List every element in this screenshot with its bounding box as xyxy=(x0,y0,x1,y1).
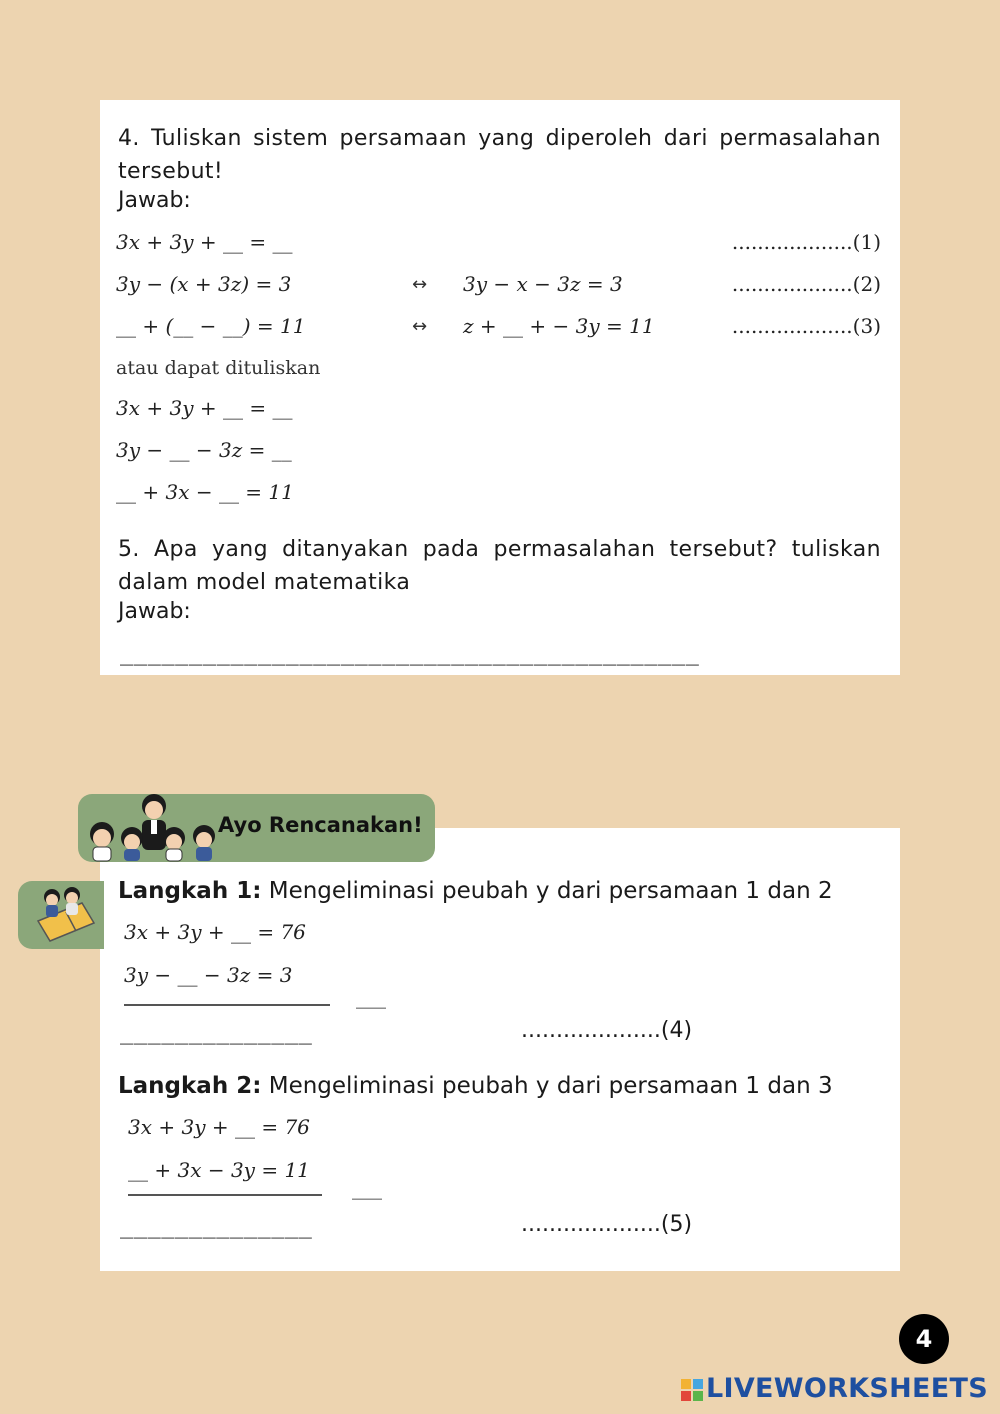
step-1-operator-blank[interactable]: ___ xyxy=(356,985,386,1009)
step-2-label: Langkah 2: xyxy=(118,1073,262,1099)
step-2-equation-2[interactable]: __ + 3x − 3y = 11 xyxy=(128,1158,310,1182)
brand-logo xyxy=(681,1373,988,1404)
equation-3-simplified: z + __ + − 3y = 11 xyxy=(463,314,655,338)
step-2-sum-line xyxy=(128,1194,322,1196)
liveworksheets-logo-icon xyxy=(681,1379,703,1401)
rewritten-equation-2[interactable]: 3y − __ − 3z = __ xyxy=(116,438,292,462)
step-1-label: Langkah 1: xyxy=(118,878,262,904)
step-1-equation-2[interactable]: 3y − __ − 3z = 3 xyxy=(124,963,293,987)
equivalence-arrow: ↔ xyxy=(412,316,428,337)
equation-2: 3y − (x + 3z) = 3 xyxy=(116,272,292,296)
step-2-heading xyxy=(118,1073,833,1099)
rewritten-equation-3[interactable]: __ + 3x − __ = 11 xyxy=(116,480,294,504)
equation-2-label: ...................(2) xyxy=(731,272,881,296)
step-1-result-label: ....................(4) xyxy=(521,1018,693,1043)
question-5-answer-input[interactable]: __________________________________________ xyxy=(120,641,700,666)
question-5-answer-label: Jawab: xyxy=(118,599,191,624)
equation-1: 3x + 3y + __ = __ xyxy=(116,230,293,254)
brand-name: LIVEWORKSHEETS xyxy=(705,1373,988,1404)
step-2-text: Mengeliminasi peubah y dari persamaan 1 dan 3 xyxy=(261,1073,833,1099)
section-badge xyxy=(78,794,435,862)
equation-2-simplified: 3y − x − 3z = 3 xyxy=(463,272,623,296)
step-2-operator-blank[interactable]: ___ xyxy=(352,1176,382,1200)
side-tab xyxy=(18,881,104,949)
planning-card xyxy=(100,828,900,1271)
page-number: 4 xyxy=(899,1314,949,1364)
equation-3: __ + (__ − __) = 11 xyxy=(116,314,306,338)
students-reading-icon xyxy=(24,881,104,949)
step-1-equation-1[interactable]: 3x + 3y + __ = 76 xyxy=(124,920,306,944)
question-4-answer-label: Jawab: xyxy=(118,188,191,213)
equation-3-label: ...................(3) xyxy=(731,314,881,338)
question-card xyxy=(100,100,900,675)
step-2-result-label: ....................(5) xyxy=(521,1212,693,1237)
step-1-sum-line xyxy=(124,1004,330,1006)
equation-1-label: ...................(1) xyxy=(731,230,881,254)
section-title: Ayo Rencanakan! xyxy=(218,813,423,837)
step-2-equation-1[interactable]: 3x + 3y + __ = 76 xyxy=(128,1115,310,1139)
step-2-result-input[interactable]: ______________ xyxy=(120,1214,313,1239)
rewrite-note: atau dapat dituliskan xyxy=(116,357,321,379)
step-1-text: Mengeliminasi peubah y dari persamaan 1 dan 2 xyxy=(261,878,833,904)
teacher-students-icon xyxy=(82,794,222,862)
rewritten-equation-1[interactable]: 3x + 3y + __ = __ xyxy=(116,396,293,420)
equivalence-arrow: ↔ xyxy=(412,274,428,295)
question-5-text: 5. Apa yang ditanyakan pada permasalahan tersebut? tuliskan dalam model matematika xyxy=(118,537,881,595)
step-1-heading xyxy=(118,878,833,904)
step-1-result-input[interactable]: ______________ xyxy=(120,1020,313,1045)
question-4-text: 4. Tuliskan sistem persamaan yang diperoleh dari permasalahan tersebut! xyxy=(118,126,881,184)
